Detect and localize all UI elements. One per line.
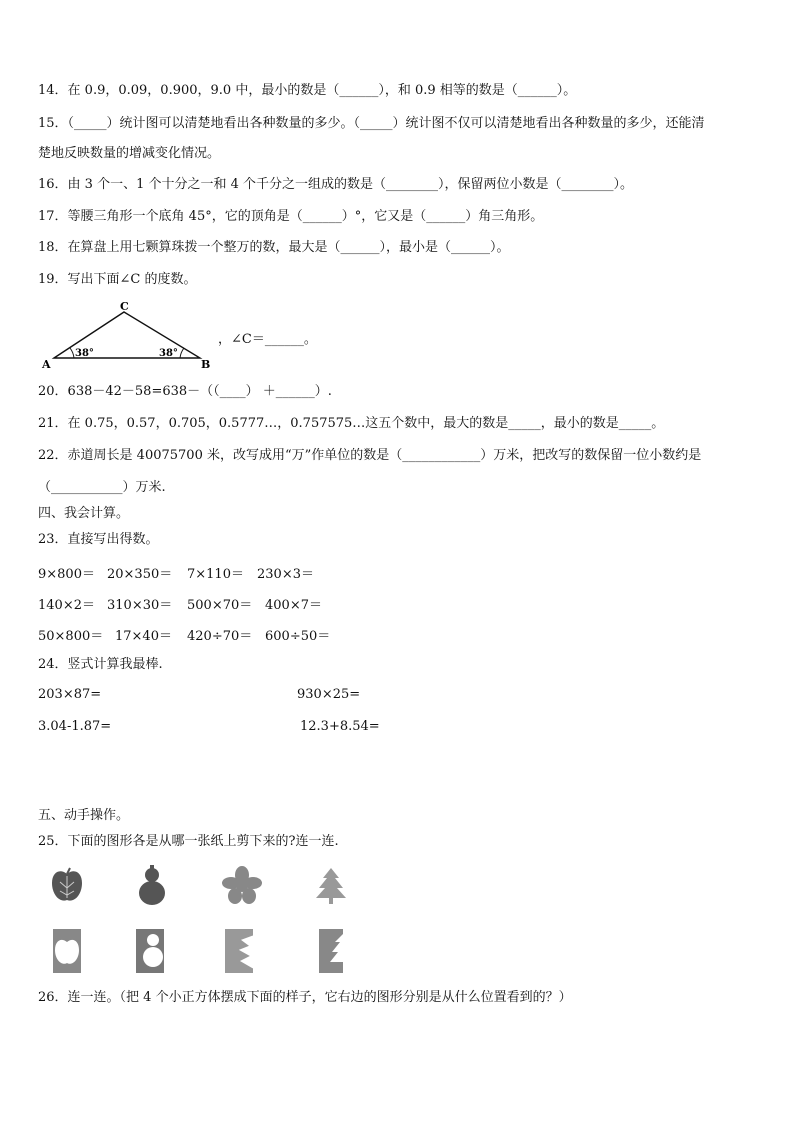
question-15-line2: 楚地反映数量的增减变化情况。 — [38, 146, 221, 161]
apple-shape-icon — [50, 866, 84, 906]
angle-b-label: 38° — [159, 348, 178, 359]
vertical-calc-item: 203×87= — [38, 687, 102, 702]
question-19: 19．写出下面∠C 的度数。 — [38, 272, 197, 287]
question-20: 20．638－42－58=638－（（____） ＋______）. — [38, 384, 332, 399]
paper-apple-cutout-icon — [52, 928, 82, 974]
vertical-calc-item: 3.04-1.87= — [38, 719, 112, 734]
question-25: 25．下面的图形各是从哪一张纸上剪下来的?连一连. — [38, 834, 339, 849]
question-15-line1: 15．（_____）统计图可以清楚地看出各种数量的多少。（_____）统计图不仅可以清楚地看出各种数量的多少，还能清 — [38, 116, 705, 131]
calc-item: 17×40＝ — [115, 629, 172, 644]
gourd-shape-icon — [136, 864, 168, 908]
vertex-c-label: C — [120, 300, 129, 313]
calc-item: 20×350＝ — [107, 567, 173, 582]
calc-item: 7×110＝ — [187, 567, 244, 582]
paper-gourd-cutout-icon — [135, 928, 165, 974]
question-18: 18．在算盘上用七颗算珠拨一个整万的数，最大是（______），最小是（______）。 — [38, 240, 510, 255]
calc-item: 230×3＝ — [257, 567, 314, 582]
vertex-b-label: B — [201, 358, 211, 371]
flower-shape-icon — [222, 866, 262, 906]
calc-item: 500×70＝ — [187, 598, 253, 613]
question-16: 16．由 3 个一、1 个十分之一和 4 个千分之一组成的数是（________），保留两位小数是（________）。 — [38, 177, 634, 192]
triangle-figure — [40, 300, 215, 376]
paper-tree-cutout-icon — [318, 928, 348, 974]
question-22-line1: 22．赤道周长是 40075700 米，改写成用“万”作单位的数是（____________）万米，把改写的数保留一位小数约是 — [38, 448, 702, 463]
question-17: 17．等腰三角形一个底角 45°，它的顶角是（______）°，它又是（______）角三角形。 — [38, 209, 544, 224]
question-23: 23．直接写出得数。 — [38, 532, 159, 547]
section-5-heading: 五、动手操作。 — [38, 808, 130, 823]
calc-item: 50×800＝ — [38, 629, 104, 644]
vertical-calc-item: 12.3+8.54= — [300, 719, 380, 734]
vertex-a-label: A — [42, 358, 51, 371]
question-22-line2: （___________）万米. — [38, 480, 166, 495]
paper-flower-cutout-icon — [224, 928, 254, 974]
calc-item: 420÷70＝ — [187, 629, 253, 644]
calc-item: 310×30＝ — [107, 598, 173, 613]
tree-shape-icon — [314, 866, 348, 906]
calc-item: 140×2＝ — [38, 598, 95, 613]
question-19-answer: ，∠C＝______。 — [218, 332, 317, 347]
question-21: 21．在 0.75，0.57，0.705，0.5777…，0.757575…这五个数中，最大的数是_____，最小的数是_____。 — [38, 416, 665, 431]
angle-a-label: 38° — [75, 348, 94, 359]
calc-item: 600÷50＝ — [265, 629, 331, 644]
vertical-calc-item: 930×25= — [297, 687, 361, 702]
calc-item: 400×7＝ — [265, 598, 322, 613]
question-26: 26．连一连。（把 4 个小正方体摆成下面的样子，它右边的图形分别是从什么位置看到的？） — [38, 990, 572, 1005]
calc-item: 9×800＝ — [38, 567, 95, 582]
question-24: 24．竖式计算我最棒. — [38, 657, 163, 672]
section-4-heading: 四、我会计算。 — [38, 506, 130, 521]
question-14: 14．在 0.9，0.09，0.900，9.0 中，最小的数是（______），和 0.9 相等的数是（______）。 — [38, 83, 577, 98]
